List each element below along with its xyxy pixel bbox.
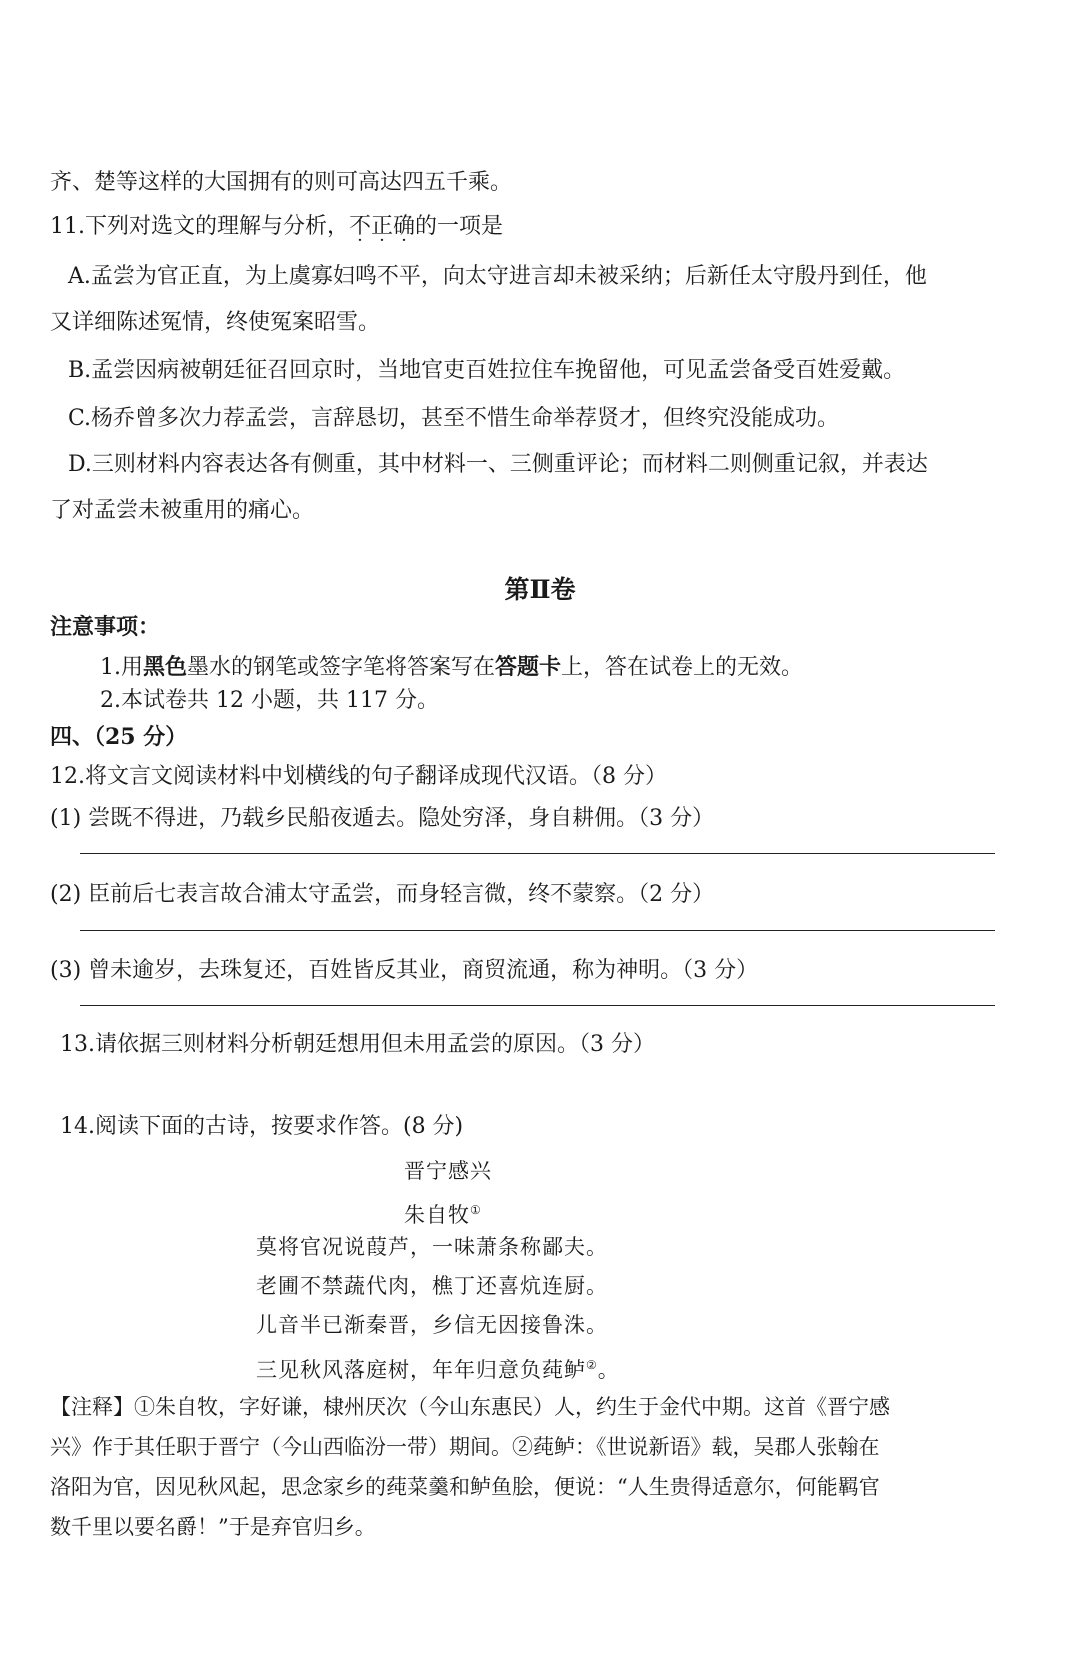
notice-item-1-a: 1.用 bbox=[100, 655, 143, 680]
q11-emph-3: 确 bbox=[393, 214, 416, 239]
notice-item-1-bold-black: 黑色 bbox=[143, 654, 188, 680]
q14-stem: 14.阅读下面的古诗，按要求作答。(8 分) bbox=[60, 1114, 464, 1139]
q11-option-c: C.杨乔曾多次力荐孟尝，言辞恳切，甚至不惜生命举荐贤才，但终究没能成功。 bbox=[68, 406, 840, 431]
notice-heading: 注意事项： bbox=[50, 614, 161, 640]
poem-line-4-note-mark: ② bbox=[586, 1358, 598, 1372]
notes-line-1: 【注释】①朱自牧，字好谦，棣州厌次（今山东惠民）人，约生于金代中期。这首《晋宁感 bbox=[50, 1395, 890, 1419]
q11-emph-2: 正 bbox=[371, 214, 394, 239]
q13-stem: 13.请依据三则材料分析朝廷想用但未用孟尝的原因。（3 分） bbox=[60, 1032, 655, 1057]
poem-line-4-end: 。 bbox=[597, 1358, 620, 1382]
part-four-heading: 四、（25 分） bbox=[50, 724, 188, 750]
poem-line-4-text: 三见秋风落庭树，年年归意负莼鲈 bbox=[256, 1358, 586, 1382]
q11-option-d-line2: 了对孟尝未被重用的痛心。 bbox=[50, 498, 315, 523]
notice-item-1-e: 上，答在试卷上的无效。 bbox=[561, 655, 804, 680]
poem-line-2: 老圃不禁蔬代肉，樵丁还喜炕连厨。 bbox=[256, 1274, 608, 1298]
notes-line-4: 数千里以要名爵！”于是弃官归乡。 bbox=[50, 1515, 376, 1539]
q12-stem: 12.将文言文阅读材料中划横线的句子翻译成现代汉语。（8 分） bbox=[50, 764, 667, 789]
q12-sub-3: (3) 曾未逾岁，去珠复还，百姓皆反其业，商贸流通，称为神明。（3 分） bbox=[50, 958, 759, 983]
q11-stem bbox=[50, 212, 503, 242]
q11-option-d-line1: D.三则材料内容表达各有侧重，其中材料一、三侧重评论；而材料二则侧重记叙，并表达 bbox=[68, 452, 928, 477]
q11-option-a-line2: 又详细陈述冤情，终使冤案昭雪。 bbox=[50, 310, 381, 335]
notice-item-1-bold-answer-card: 答题卡 bbox=[495, 654, 562, 680]
notes-line-2: 兴》作于其任职于晋宁（今山西临汾一带）期间。②莼鲈：《世说新语》载，吴郡人张翰在 bbox=[50, 1435, 880, 1459]
notice-item-2: 2.本试卷共 12 小题，共 117 分。 bbox=[100, 688, 439, 713]
q11-stem-pre: 11.下列对选文的理解与分析， bbox=[50, 214, 349, 239]
q11-option-b: B.孟尝因病被朝廷征召回京时，当地官吏百姓拉住车挽留他，可见孟尝备受百姓爱戴。 bbox=[68, 358, 906, 383]
q11-option-a-line1: A.孟尝为官正直，为上虞寡妇鸣不平，向太守进言却未被采纳；后新任太守殷丹到任，他 bbox=[68, 264, 927, 289]
poem-author bbox=[404, 1195, 482, 1230]
poem-line-3: 儿音半已渐秦晋，乡信无因接鲁洙。 bbox=[256, 1313, 608, 1337]
q12-sub-2: (2) 臣前后七表言故合浦太守孟尝，而身轻言微，终不蒙察。（2 分） bbox=[50, 882, 715, 907]
notes-line-3: 洛阳为官，因见秋风起，思念家乡的莼菜羹和鲈鱼脍，便说：“人生贵得适意尔，何能羁官 bbox=[50, 1475, 880, 1499]
notice-item-1-c: 墨水的钢笔或签字笔将答案写在 bbox=[187, 655, 496, 680]
q12-answer-line-1 bbox=[80, 853, 995, 854]
poem-title: 晋宁感兴 bbox=[404, 1159, 492, 1183]
q12-sub-1: (1) 尝既不得进，乃载乡民船夜遁去。隐处穷泽，身自耕佣。（3 分） bbox=[50, 806, 715, 831]
q11-emph-1: 不 bbox=[349, 214, 372, 239]
q11-stem-post: 的一项是 bbox=[415, 214, 504, 239]
poem-author-name: 朱自牧 bbox=[404, 1203, 470, 1227]
section-title: 第Ⅱ卷 bbox=[504, 575, 576, 604]
notice-item-1 bbox=[100, 652, 803, 683]
poem-line-1: 莫将官况说葭芦，一味萧条称鄙夫。 bbox=[256, 1235, 608, 1259]
passage-tail: 齐、楚等这样的大国拥有的则可高达四五千乘。 bbox=[50, 170, 513, 195]
q12-answer-line-3 bbox=[80, 1005, 995, 1006]
q12-answer-line-2 bbox=[80, 930, 995, 931]
poem-line-4 bbox=[256, 1350, 620, 1385]
poem-author-note-mark: ① bbox=[470, 1203, 482, 1217]
